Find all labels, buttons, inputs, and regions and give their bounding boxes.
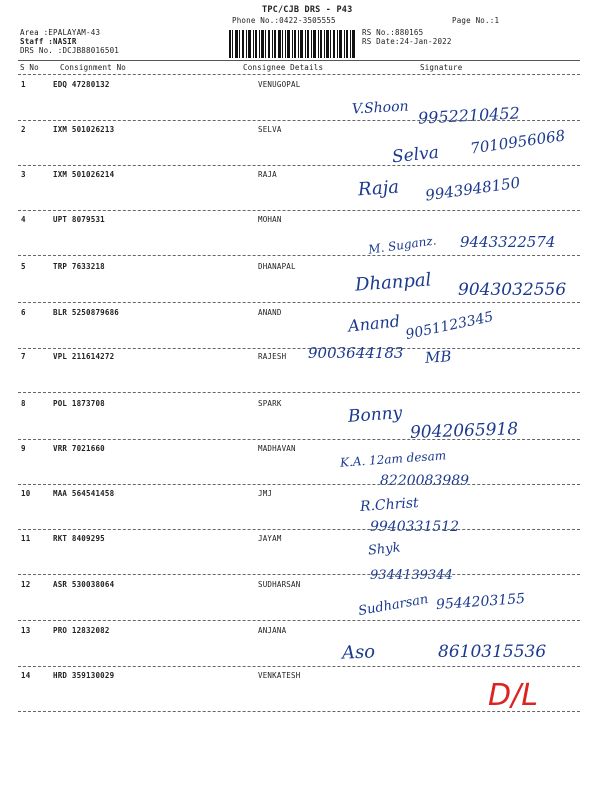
handwritten-signature: Raja [357, 176, 400, 201]
row-divider [18, 529, 580, 530]
row-divider [18, 620, 580, 621]
handwritten-signature: Anand [347, 311, 401, 336]
handwritten-signature: K.A. 12am desam [339, 448, 447, 470]
table-row [0, 80, 600, 126]
row-consignee-name: RAJA [258, 170, 277, 179]
row-consignee-name: MADHAVAN [258, 444, 296, 453]
row-serial-number: 4 [21, 215, 26, 224]
table-row [0, 215, 600, 261]
row-consignee-name: SPARK [258, 399, 282, 408]
table-row [0, 170, 600, 216]
handwritten-phone-number: 9940331512 [370, 519, 460, 535]
row-consignment-number: IXM 501026214 [53, 170, 115, 179]
row-consignee-name: JMJ [258, 489, 273, 498]
table-row [0, 444, 600, 490]
handwritten-signature: Shyk [367, 540, 402, 559]
row-consignee-name: DHANAPAL [258, 262, 296, 271]
row-serial-number: 8 [21, 399, 26, 408]
row-consignee-name: SELVA [258, 125, 282, 134]
handwritten-phone-number: 9344139344 [370, 568, 453, 583]
row-consignment-number: EDQ 47280132 [53, 80, 110, 89]
row-serial-number: 6 [21, 308, 26, 317]
table-row [0, 399, 600, 445]
row-consignment-number: VRR 7021660 [53, 444, 105, 453]
row-serial-number: 3 [21, 170, 26, 179]
column-header-signature: Signature [420, 63, 463, 72]
row-consignment-number: POL 1873708 [53, 399, 105, 408]
column-header-consignee: Consignee Details [243, 63, 324, 72]
column-header-sno: S No [20, 63, 39, 72]
table-row [0, 580, 600, 626]
row-consignment-number: IXM 501026213 [53, 125, 115, 134]
delivered-mark: D/L [488, 678, 538, 713]
table-row [0, 344, 600, 398]
row-consignment-number: RKT 8409295 [53, 534, 105, 543]
row-consignee-name: ANAND [258, 308, 282, 317]
row-serial-number: 5 [21, 262, 26, 271]
handwritten-phone-number: 9544203155 [435, 590, 526, 614]
handwritten-phone-number: 9042065918 [409, 419, 519, 443]
row-divider [18, 666, 580, 667]
row-consignment-number: VPL 211614272 [53, 352, 115, 361]
area-label: Area :EPALAYAM-43 [20, 28, 101, 37]
handwritten-signature: Aso [341, 641, 376, 664]
row-serial-number: 2 [21, 125, 26, 134]
table-row [0, 489, 600, 535]
row-consignment-number: TRP 7633218 [53, 262, 105, 271]
handwritten-signature: V.Shoon [351, 98, 409, 118]
row-divider [18, 302, 580, 303]
handwritten-signature: 9003644183 [308, 344, 404, 362]
row-consignee-name: SUDHARSAN [258, 580, 301, 589]
drs-number: DRS No. :DCJB88016501 [20, 46, 120, 55]
rs-date: RS Date:24-Jan-2022 [362, 37, 452, 46]
handwritten-signature: Dhanpal [354, 269, 432, 296]
staff-label: Staff :NASIR [20, 37, 77, 46]
row-consignee-name: JAYAM [258, 534, 282, 543]
row-divider [18, 439, 580, 440]
table-row [0, 534, 600, 583]
row-divider [18, 255, 580, 256]
row-serial-number: 14 [21, 671, 31, 680]
row-consignee-name: RAJESH [258, 352, 287, 361]
handwritten-signature: Sudharsan [357, 591, 430, 620]
row-divider [18, 484, 580, 485]
table-row [0, 125, 600, 171]
row-divider [18, 210, 580, 211]
row-consignment-number: BLR 5250879686 [53, 308, 120, 317]
handwritten-signature: Bonny [347, 403, 403, 427]
handwritten-phone-number: 9443322574 [460, 233, 556, 251]
document-title: TPC/CJB DRS - P43 [262, 5, 353, 15]
row-serial-number: 11 [21, 534, 31, 543]
row-serial-number: 12 [21, 580, 31, 589]
row-divider [18, 392, 580, 393]
page-number: Page No.:1 [452, 16, 500, 25]
handwritten-signature: R.Christ [359, 494, 420, 516]
handwritten-phone-number: MB [424, 347, 452, 367]
handwritten-signature: Selva [391, 142, 440, 168]
handwritten-phone-number: 9952210452 [417, 103, 521, 128]
handwritten-phone-number: 7010956068 [469, 126, 567, 158]
handwritten-phone-number: 8610315536 [438, 642, 547, 662]
barcode-image [229, 30, 355, 58]
table-row [0, 308, 600, 354]
phone-number: Phone No.:0422-3505555 [232, 16, 336, 25]
row-consignee-name: VENKATESH [258, 671, 301, 680]
column-header-consignment: Consignment No [60, 63, 127, 72]
row-consignee-name: MOHAN [258, 215, 282, 224]
row-serial-number: 10 [21, 489, 31, 498]
row-consignment-number: MAA 564541458 [53, 489, 115, 498]
row-divider [18, 348, 580, 349]
row-consignment-number: ASR 530038064 [53, 580, 115, 589]
handwritten-phone-number: 9051123345 [404, 308, 495, 344]
row-consignment-number: UPT 8079531 [53, 215, 105, 224]
handwritten-phone-number: 8220083989 [380, 473, 470, 489]
row-consignment-number: HRD 359130029 [53, 671, 115, 680]
row-serial-number: 9 [21, 444, 26, 453]
table-row [0, 626, 600, 672]
row-divider [18, 574, 580, 575]
handwritten-signature: M. Suganz. [367, 233, 438, 257]
row-serial-number: 7 [21, 352, 26, 361]
row-serial-number: 13 [21, 626, 31, 635]
table-row [0, 262, 600, 308]
row-divider [18, 120, 580, 121]
rs-number: RS No.:880165 [362, 28, 424, 37]
handwritten-phone-number: 9943948150 [424, 173, 522, 205]
row-consignment-number: PRO 12832082 [53, 626, 110, 635]
row-consignee-name: ANJANA [258, 626, 287, 635]
row-consignee-name: VENUGOPAL [258, 80, 301, 89]
row-divider [18, 165, 580, 166]
row-serial-number: 1 [21, 80, 26, 89]
handwritten-phone-number: 9043032556 [458, 280, 567, 300]
